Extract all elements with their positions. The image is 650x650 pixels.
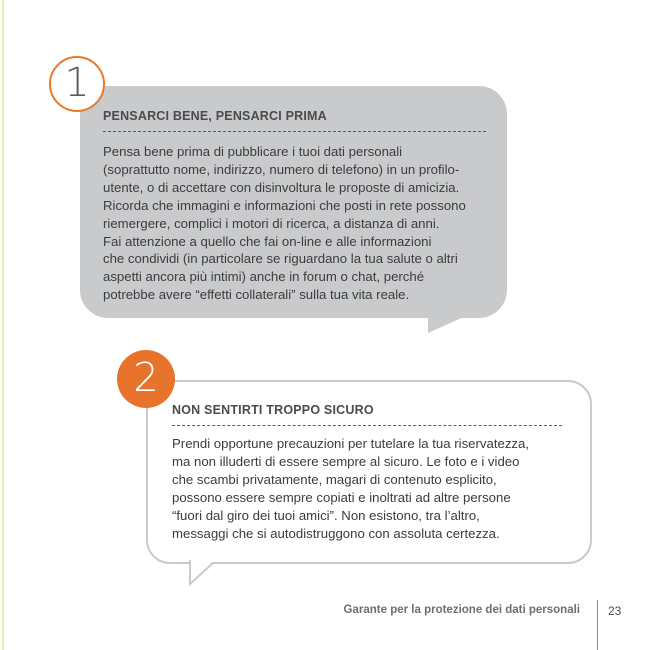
body-line: (soprattutto nome, indirizzo, numero di telefono) in un profilo- (103, 161, 460, 177)
body-line: Prendi opportune precauzioni per tutelare la tua riservatezza, (172, 436, 530, 451)
section-title-1: PENSARCI BENE, PENSARCI PRIMA (103, 109, 327, 123)
footer-separator (597, 600, 598, 650)
body-line: messaggi che si autodistruggono con assoluta certezza. (172, 525, 500, 541)
body-line: che scambi privatamente, magari di contenuto esplicito, (172, 471, 497, 487)
section-title-2: NON SENTIRTI TROPPO SICURO (172, 403, 374, 417)
speech-bubble-1-tail (428, 316, 466, 333)
section-number-1: 1 (49, 56, 105, 112)
body-line: Fai attenzione a quello che fai on-line e alle informazioni (103, 233, 432, 249)
body-line: potrebbe avere “effetti collaterali” sulla tua vita reale. (103, 287, 410, 303)
body-line: Ricorda che immagini e informazioni che posti in rete possono (103, 197, 466, 213)
page-number: 23 (608, 604, 622, 618)
section-body-2 (172, 435, 582, 542)
section-body-1 (103, 143, 498, 304)
body-line: che condividi (in particolare se riguardano la tua salute o altri (103, 251, 458, 267)
footer-publisher: Garante per la protezione dei dati personali (343, 604, 580, 616)
left-margin-rule (2, 0, 4, 650)
body-line: aspetti ancora più intimi) anche in forum o chat, perché (103, 269, 425, 285)
body-line: “fuori dal giro dei tuoi amici”. Non esistono, tra l’altro, (172, 507, 480, 523)
body-line: possono essere sempre copiati e inoltrati ad altre persone (172, 489, 511, 505)
dashed-divider-2 (172, 425, 562, 426)
body-line: ma non illuderti di essere sempre al sicuro. Le foto e i video (172, 453, 520, 469)
body-line: riemergere, complici i motori di ricerca, a distanza di anni. (103, 215, 440, 231)
section-number-2: 2 (117, 350, 175, 408)
body-line: utente, o di accettare con disinvoltura le proposte di amicizia. (103, 179, 460, 195)
speech-bubble-2-tail (189, 560, 215, 586)
body-line: Pensa bene prima di pubblicare i tuoi dati personali (103, 144, 403, 159)
dashed-divider-1 (103, 131, 486, 132)
